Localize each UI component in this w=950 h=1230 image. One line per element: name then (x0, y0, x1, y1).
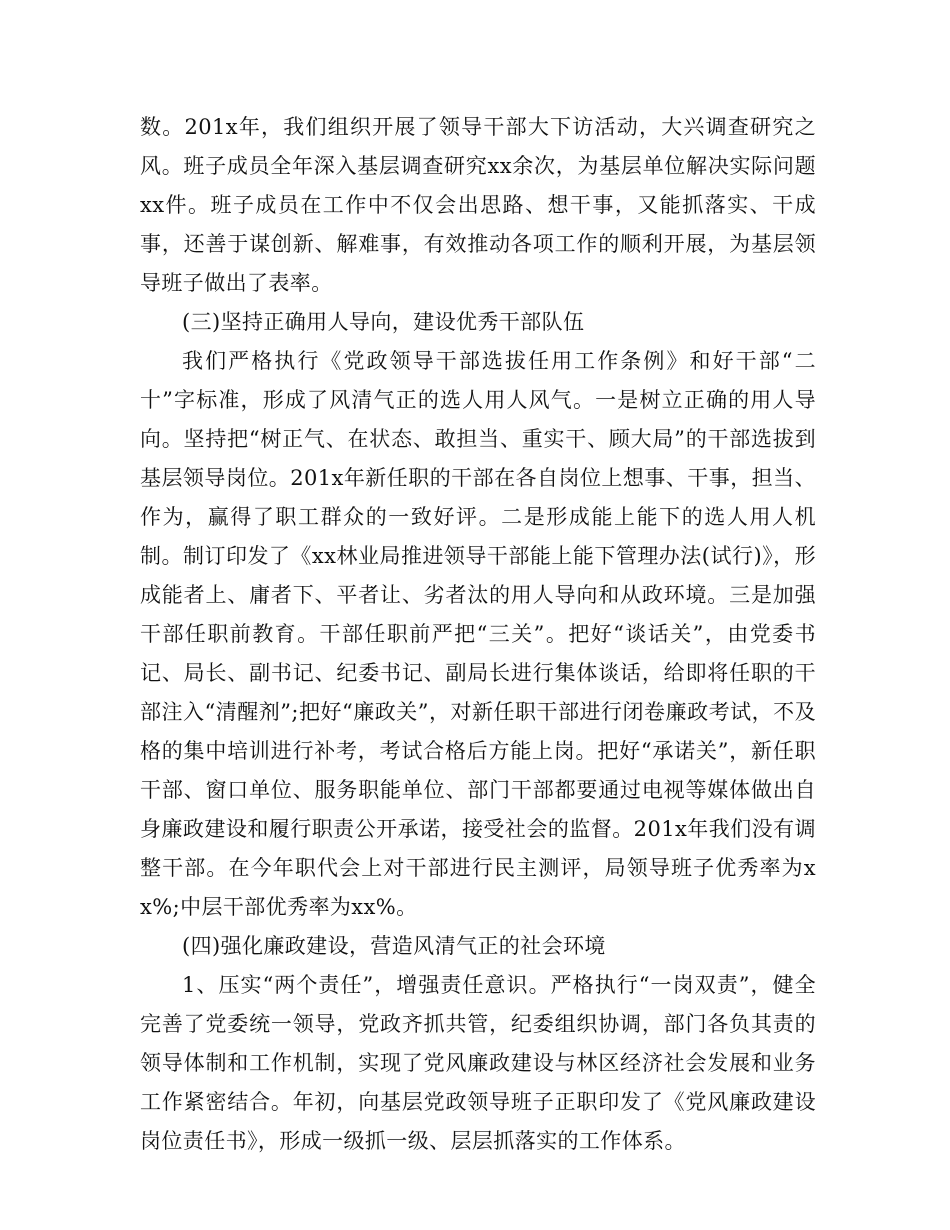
paragraph-cadre-selection: 我们严格执行《党政领导干部选拔任用工作条例》和好干部“二十”字标准，形成了风清气正的选人用人风气。一是树立正确的用人导向。坚持把“树正气、在状态、敢担当、重实干、顾大局”的干部选拔到基层领导岗位。201x年新任职的干部在各自岗位上想事、干事，担当、作为，赢得了职工群众的一致好评。二是形成能上能下的选人用人机制。制订印发了《xx林业局推进领导干部能上能下管理办法(试行)》，形成能者上、庸者下、平者让、劣者汰的用人导向和从政环境。三是加强干部任职前教育。干部任职前严把“三关”。把好“谈话关”，由党委书记、局长、副书记、纪委书记、副局长进行集体谈话，给即将任职的干部注入“清醒剂”;把好“廉政关”，对新任职干部进行闭卷廉政考试，不及格的集中培训进行补考，考试合格后方能上岗。把好“承诺关”，新任职干部、窗口单位、服务职能单位、部门干部都要通过电视等媒体做出自身廉政建设和履行职责公开承诺，接受社会的监督。201x年我们没有调整干部。在今年职代会上对干部进行民主测评，局领导班子优秀率为xx%;中层干部优秀率为xx%。 (140, 349, 816, 919)
paragraph-responsibility: 1、压实“两个责任”，增强责任意识。严格执行“一岗双责”，健全完善了党委统一领导，党政齐抓共管，纪委组织协调，部门各负其责的领导体制和工作机制，实现了党风廉政建设与林区经济社会发展和业务工作紧密结合。年初，向基层党政领导班子正职印发了《党风廉政建设岗位责任书》，形成一级抓一级、层层抓落实的工作体系。 (140, 973, 816, 1153)
document-page (140, 108, 816, 1161)
section-heading-4: (四)强化廉政建设，营造风清气正的社会环境 (182, 934, 606, 958)
section-heading-3: (三)坚持正确用人导向，建设优秀干部队伍 (182, 310, 585, 334)
paragraph-continuation: 数。201x年，我们组织开展了领导干部大下访活动，大兴调查研究之风。班子成员全年深入基层调查研究xx余次，为基层单位解决实际问题xx件。班子成员在工作中不仅会出思路、想干事，又能抓落实、干成事，还善于谋创新、解难事，有效推动各项工作的顺利开展，为基层领导班子做出了表率。 (140, 115, 816, 295)
